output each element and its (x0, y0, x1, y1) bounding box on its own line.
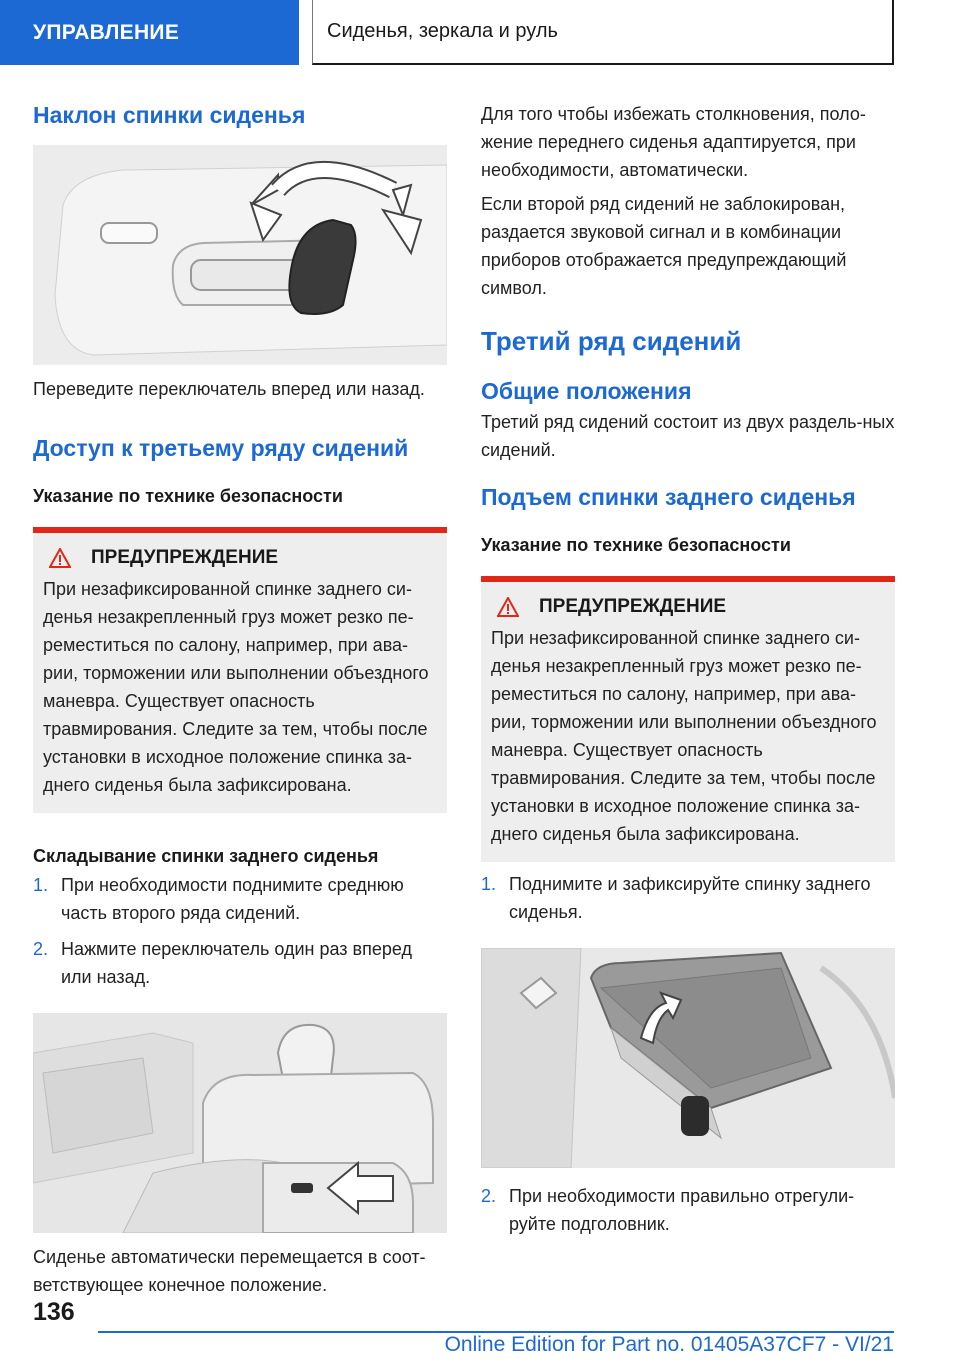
caption-auto-move: Сиденье автоматически перемещается в соот-ветствующее конечное положение. (33, 1247, 426, 1295)
heading-safety-note: Указание по технике безопасности (33, 486, 343, 506)
heading-third-row-access: Доступ к третьему ряду сидений (33, 435, 409, 461)
warning-header (43, 547, 437, 569)
edition-link[interactable]: Online Edition for Part no. 01405A37CF7 - VI/21 (444, 1333, 894, 1356)
warning-text: При незафиксированной спинке заднего си-денья незакрепленный груз может резко пе-реместиться по салону, например, при ава-рии, торможении или выполнении объездного маневра. Существует опасность травмирования. Следите за тем, чтобы после установки в исходное положение спинка за-днего сиденья была зафиксирована. (43, 579, 429, 795)
warning-header (491, 596, 885, 618)
list-item (33, 935, 447, 991)
heading-backrest-tilt: Наклон спинки сиденья (33, 102, 306, 128)
list-item (481, 1182, 895, 1238)
rear-backrest-illustration (481, 948, 895, 1168)
left-column (33, 100, 447, 1299)
warning-box (481, 576, 895, 862)
heading-raise-backrest: Подъем спинки заднего сиденья (481, 484, 856, 510)
heading-fold-backrest: Складывание спинки заднего сиденья (33, 846, 379, 866)
page-number: 136 (33, 1298, 75, 1326)
chapter-tab[interactable] (0, 0, 299, 65)
heading-safety-note: Указание по технике безопасности (481, 535, 791, 555)
paragraph-general: Третий ряд сидений состоит из двух раздель-ных сидений. (481, 412, 895, 460)
caption-move-switch: Переведите переключатель вперед или назад. (33, 379, 425, 399)
second-row-illustration (33, 1013, 447, 1233)
warning-title: ПРЕДУПРЕЖДЕНИЕ (91, 547, 279, 568)
figure-second-row (33, 1013, 447, 1233)
warning-text: При незафиксированной спинке заднего си-денья незакрепленный груз может резко пе-реместиться по салону, например, при ава-рии, торможении или выполнении объездного маневра. Существует опасность травмирования. Следите за тем, чтобы после установки в исходное положение спинка за-днего сиденья была зафиксирована. (491, 628, 877, 844)
section-header (312, 0, 894, 65)
step-number: 1. (33, 875, 49, 895)
section-label: Сиденья, зеркала и руль (327, 20, 558, 42)
step-text: При необходимости поднимите среднюю часть второго ряда сидений. (61, 875, 404, 923)
list-item (33, 871, 447, 927)
figure-rear-backrest (481, 948, 895, 1168)
warning-title: ПРЕДУПРЕЖДЕНИЕ (539, 596, 727, 617)
paragraph-not-locked: Если второй ряд сидений не заблокирован, раздается звуковой сигнал и в комбинации приборов отображается предупреждающий символ. (481, 194, 847, 298)
step-text: Нажмите переключатель один раз вперед или назад. (61, 939, 412, 987)
step-number: 1. (481, 874, 497, 894)
step-text: Поднимите и зафиксируйте спинку заднего сиденья. (509, 874, 871, 922)
paragraph-collision: Для того чтобы избежать столкновения, поло-жение переднего сиденья адаптируется, при необходимости, автоматически. (481, 104, 866, 180)
step-number: 2. (481, 1186, 497, 1206)
warning-triangle-icon (497, 597, 519, 617)
right-column (481, 100, 895, 1238)
list-item (481, 870, 895, 926)
heading-third-row: Третий ряд сидений (481, 326, 742, 356)
step-number: 2. (33, 939, 49, 959)
seat-switch-illustration (33, 145, 447, 365)
step-text: При необходимости правильно отрегули-руйте подголовник. (509, 1186, 855, 1234)
chapter-label: УПРАВЛЕНИЕ (33, 20, 180, 44)
figure-seat-switch (33, 145, 447, 365)
heading-general: Общие положения (481, 378, 692, 404)
warning-triangle-icon (49, 548, 71, 568)
warning-box (33, 527, 447, 813)
